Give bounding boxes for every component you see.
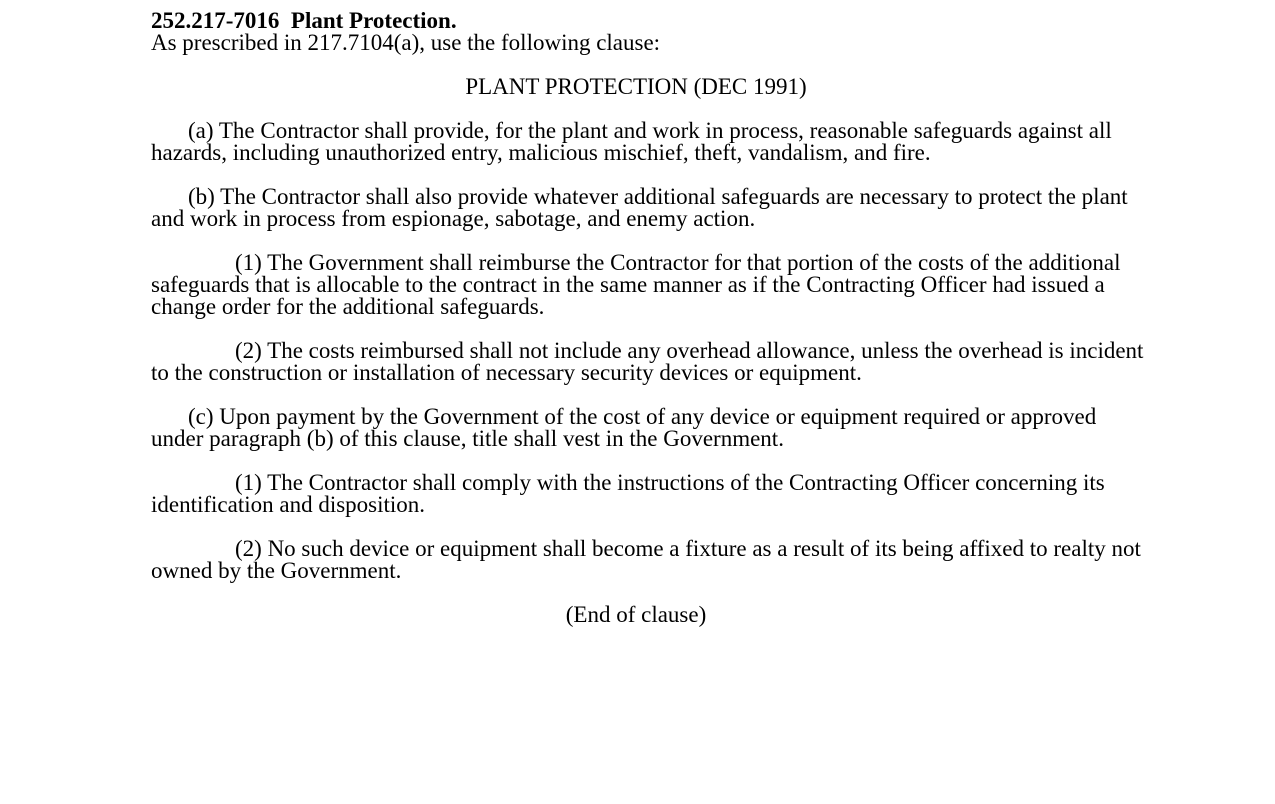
clause-title: PLANT PROTECTION (DEC 1991) xyxy=(465,74,807,99)
paragraph-b-1: (1) The Government shall reimburse the Contractor for that portion of the costs of the additional safeguards that is allocable to the contract in the same manner as if the Contracting Officer had issued a change order for the additional safeguards. xyxy=(151,250,1121,319)
clause-document xyxy=(151,10,1151,626)
prescription-instruction: As prescribed in 217.7104(a), use the following clause: xyxy=(151,30,661,55)
section-heading xyxy=(151,10,1151,32)
section-title: Plant Protection. xyxy=(290,8,457,33)
section-number: 252.217-7016 xyxy=(151,8,280,33)
paragraph-b: (b) The Contractor shall also provide whatever additional safeguards are necessary to protect the plant and work in process from espionage, sabotage, and enemy action. xyxy=(151,184,1128,231)
end-of-clause: (End of clause) xyxy=(565,602,707,627)
paragraph-c-2: (2) No such device or equipment shall become a fixture as a result of its being affixed to realty not owned by the Government. xyxy=(151,536,1141,583)
paragraph-c: (c) Upon payment by the Government of the cost of any device or equipment required or approved under paragraph (b) of this clause, title shall vest in the Government. xyxy=(151,404,1097,451)
paragraph-c-1: (1) The Contractor shall comply with the instructions of the Contracting Officer concerning its identification and disposition. xyxy=(151,470,1105,517)
paragraph-a: (a) The Contractor shall provide, for the plant and work in process, reasonable safeguards against all hazards, including unauthorized entry, malicious mischief, theft, vandalism, and fire. xyxy=(151,118,1112,165)
paragraph-b-2: (2) The costs reimbursed shall not include any overhead allowance, unless the overhead is incident to the construction or installation of necessary security devices or equipment. xyxy=(151,338,1144,385)
